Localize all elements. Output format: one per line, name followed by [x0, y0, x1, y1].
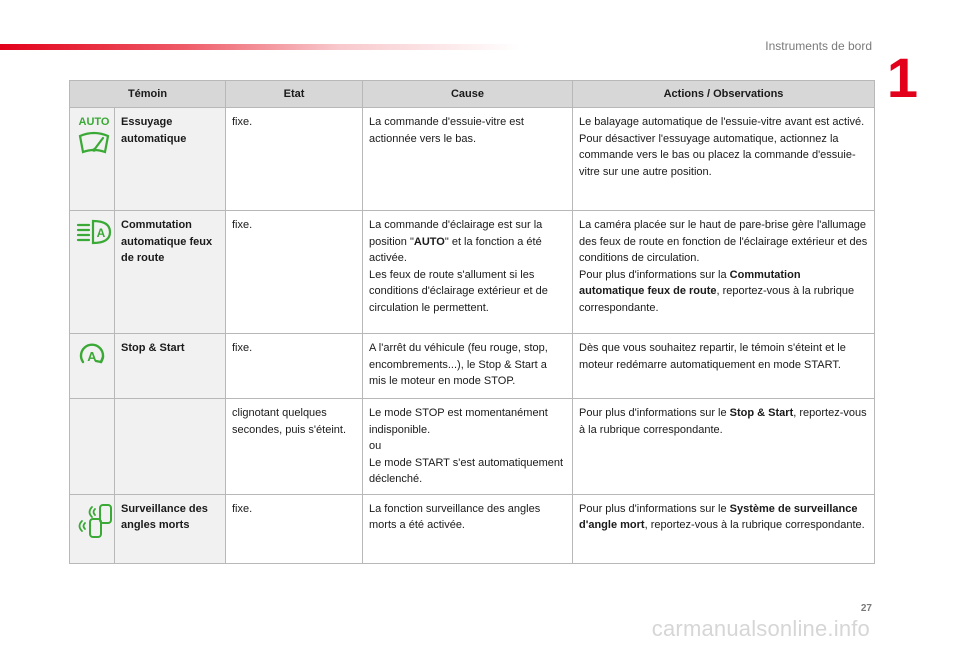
table-header-row — [70, 81, 875, 108]
actions-bold: Système de surveillance d'angle mort — [579, 502, 858, 531]
blind-spot-icon — [76, 501, 114, 541]
actions-text: , reportez-vous à la rubrique correspondante. — [644, 519, 865, 531]
cause-text: La commande d'éclairage est sur la position " — [369, 219, 543, 248]
cause-text: Le mode STOP est momentanément indisponible. — [369, 407, 548, 436]
header-cause: Cause — [363, 81, 573, 108]
icon-cell — [70, 108, 115, 211]
page-number: 27 — [860, 603, 872, 614]
signal-cause — [363, 211, 573, 334]
cause-bold: AUTO — [413, 235, 445, 248]
icon-cell — [70, 211, 115, 334]
auto-label: AUTO — [78, 116, 110, 128]
signal-actions — [573, 399, 875, 495]
table-row — [70, 108, 875, 211]
chapter-title: Instruments de bord — [765, 39, 872, 53]
signal-state: fixe. — [226, 494, 363, 563]
watermark: carmanualsonline.info — [651, 616, 870, 641]
actions-text: Pour plus d'informations sur le — [579, 407, 730, 419]
header-etat: Etat — [226, 81, 363, 108]
signal-name: Stop & Start — [115, 334, 226, 399]
signal-actions — [573, 211, 875, 334]
signal-cause: La fonction surveillance des angles morts a été activée. — [363, 494, 573, 563]
actions-bold: Commutation automatique feux de route — [579, 268, 801, 297]
actions-text: , reportez-vous à la rubrique correspondante. — [579, 285, 855, 314]
signal-state: fixe. — [226, 211, 363, 334]
icon-cell — [70, 399, 115, 495]
cause-text: Les feux de route s'allument si les conditions d'éclairage extérieur et de circulation le permettent. — [369, 268, 548, 314]
signal-cause: A l'arrêt du véhicule (feu rouge, stop, encombrements...), le Stop & Start a mis le moteur en mode STOP. — [363, 334, 573, 399]
cause-text: ou — [369, 440, 382, 452]
signal-state: fixe. — [226, 334, 363, 399]
icon-cell — [70, 494, 115, 563]
signal-state: fixe. — [226, 108, 363, 211]
signal-name-empty — [115, 399, 226, 495]
svg-text:A: A — [96, 226, 106, 240]
signal-cause — [363, 399, 573, 495]
actions-line: La caméra placée sur le haut de pare-brise gère l'allumage des feux de route en fonction de l'éclairage extérieur et des conditions de circulation. — [579, 219, 868, 264]
cause-text: " et la fonction a été activée. — [369, 235, 542, 264]
signal-actions: Dès que vous souhaitez repartir, le témoin s'éteint et le moteur redémarre automatiquement en mode START. — [573, 334, 875, 399]
signal-state: clignotant quelques secondes, puis s'éteint. — [226, 399, 363, 495]
signal-name: Commutation automatique feux de route — [115, 211, 226, 334]
icon-cell — [70, 334, 115, 399]
header-accent-bar — [0, 44, 520, 50]
actions-text: Pour plus d'informations sur la — [579, 268, 730, 281]
signal-name: Essuyage automatique — [115, 108, 226, 211]
auto-high-beam-icon — [76, 217, 112, 247]
signal-name: Surveillance des angles morts — [115, 494, 226, 563]
svg-text:A: A — [87, 349, 97, 364]
actions-line: Pour désactiver l'essuyage automatique, actionnez la commande vers le bas ou placez la commande d'essuie-vitre sur une autre position. — [579, 132, 856, 178]
table-row — [70, 399, 875, 495]
cause-text: Le mode START s'est automatiquement déclenché. — [369, 456, 564, 485]
actions-text: Pour plus d'informations sur le — [579, 502, 730, 515]
signal-actions — [573, 494, 875, 563]
table-row — [70, 211, 875, 334]
signal-actions — [573, 108, 875, 211]
signal-cause: La commande d'essuie-vitre est actionnée vers le bas. — [363, 108, 573, 211]
actions-bold: Stop & Start — [729, 407, 794, 419]
stop-start-icon — [77, 340, 107, 370]
header-temoin: Témoin — [70, 81, 226, 108]
actions-line: Le balayage automatique de l'essuie-vitre avant est activé. — [579, 116, 865, 128]
header-actions: Actions / Observations — [573, 81, 875, 108]
table-row — [70, 334, 875, 399]
chapter-number: 1 — [886, 46, 918, 109]
actions-text: , reportez-vous à la rubrique correspondante. — [579, 407, 867, 436]
warning-lights-table — [69, 80, 875, 564]
auto-wiper-icon — [76, 114, 112, 160]
table-row — [70, 494, 875, 563]
